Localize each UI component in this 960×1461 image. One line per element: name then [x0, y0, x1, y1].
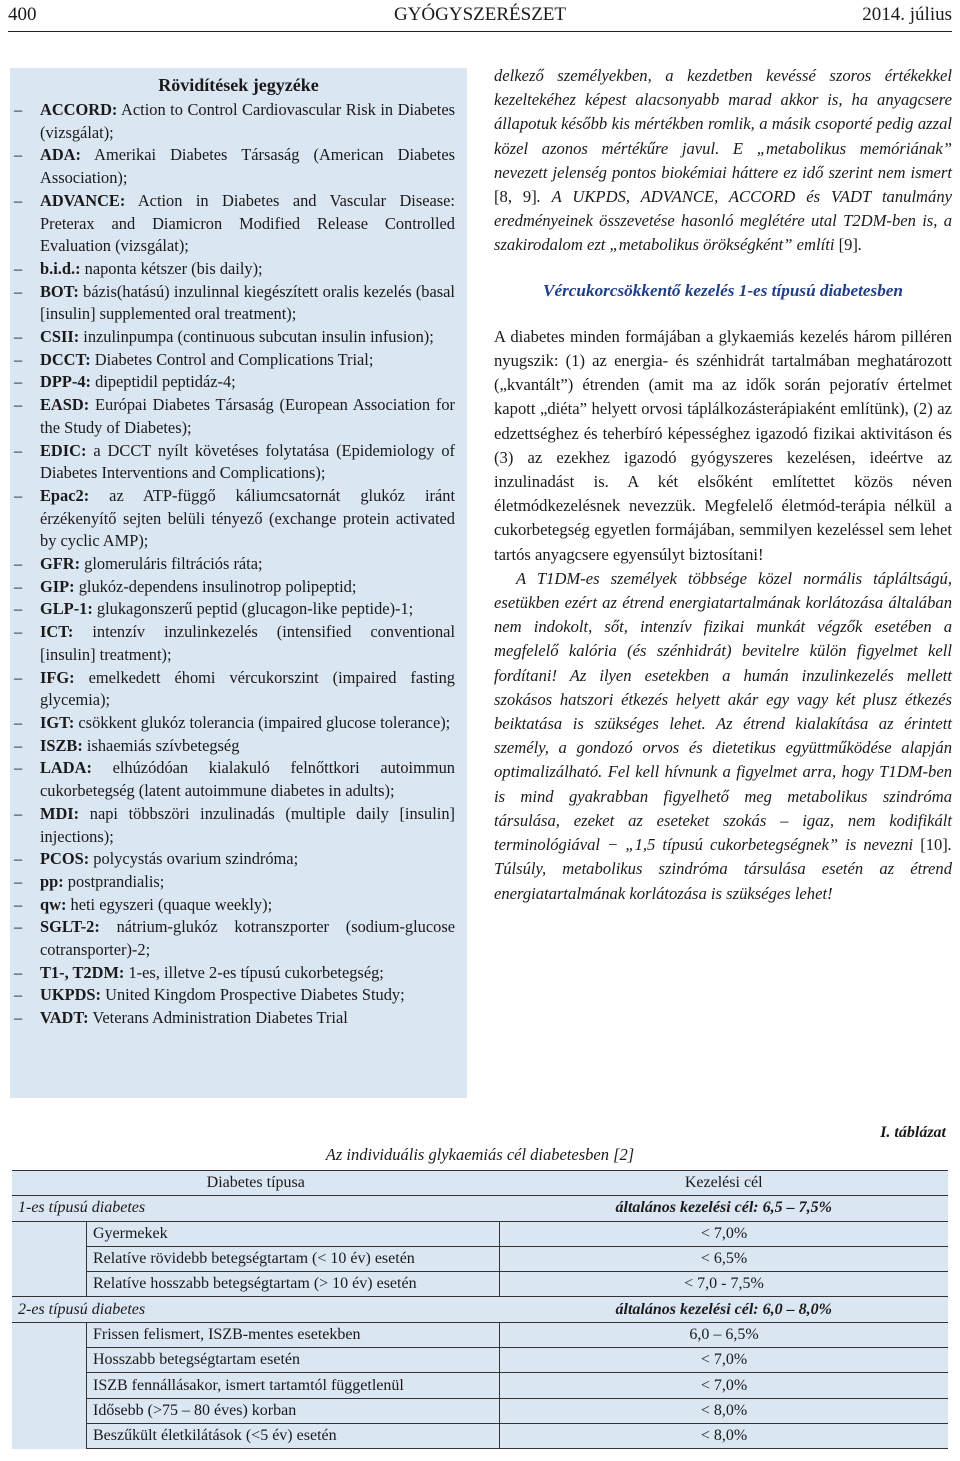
indent-cell: [12, 1423, 87, 1448]
target-cell: 6,0 – 6,5%: [500, 1322, 949, 1347]
abbreviation-term: EASD:: [40, 395, 90, 415]
indent-cell: [12, 1373, 87, 1398]
paragraph-pillars: A diabetes minden formájában a glykaemiás kezelés három pilléren nyugszik: (1) az energia- és szénhidrát tartalmában meghatározott („kvantált”) étrenden (amit ma az idők során pejoratív értelmet kapott „diéta” helyett orvosi táplálkozásterápiaként említünk), (2) az edzettséghez és teherbíró képességhez igazodó fizikai aktivitáson és (3) az ezekhez igazodó gyógyszeres kezelésen, ideértve az inzulinadást is. A két elsőként említettet közös néven életmódkezelésnek nevezzük. Megfelelő életmód-terápia nélkül a cukorbetegség egyetlen formájában, semmilyen kezeléssel sem lehet tartós anyagcsere egyensúlyt biztosítani!: [494, 326, 952, 564]
column-header-type: Diabetes típusa: [12, 1171, 500, 1196]
abbreviations-box: [10, 68, 467, 1098]
abbreviation-definition: Amerikai Diabetes Társaság (American Diabetes Association);: [40, 145, 455, 188]
issue-date: 2014. július: [862, 4, 952, 25]
text: A T1DM-es személyek többsége közel normális tápláltságú, esetükben ezért az étrend energiatartalmának korlátozása általában nem indokolt, sőt, intenzív fizikai munkát végzők esetében a megfelelő kalória (és szénhidrát) bevitelre külön figyelmet kell fordítani! Az ilyen esetekben a humán inzulinkezelés mellett szokásos hatszori étkezés helyett akár egy vagy két plusz étkezés beiktatása is szükséges lehet. Az étrend kialakítása az érintett személy, a gondozó orvos és dietetikus együttműködése alapján optimalizálható. Fel kell hívnunk a figyelmet arra, hogy T1DM-ben is mind gyakrabban figyelhető meg metabolikus szindróma társulása, ezeket az eseteket szokás – igaz, nem kodifikált terminológiával − „1,5 típusú cukorbetegségnek” is nevezni: [494, 568, 952, 855]
abbreviation-item: [40, 394, 455, 439]
diabetes-type: 2-es típusú diabetes: [12, 1297, 500, 1322]
abbreviation-term: EDIC:: [40, 440, 87, 460]
abbreviation-item: [40, 144, 455, 189]
abbreviation-term: DCCT:: [40, 349, 91, 369]
glycaemic-target-table: [12, 1170, 948, 1449]
abbreviation-definition: bázis(hatású) inzulinnal kiegészített oralis kezelés (basal [insulin] supplemented oral treatment);: [40, 281, 455, 324]
table-header-row: [12, 1171, 948, 1196]
abbreviation-definition: inzulinpumpa (continuous subcutan insulin infusion);: [79, 327, 434, 347]
abbreviation-item: [40, 190, 455, 258]
abbreviation-item: [40, 803, 455, 848]
indent-cell: [12, 1398, 87, 1423]
abbreviation-term: b.i.d.:: [40, 258, 81, 278]
abbreviation-term: MDI:: [40, 803, 80, 823]
abbreviation-item: [40, 553, 455, 576]
abbreviation-item: [40, 576, 455, 599]
table-row: [12, 1246, 948, 1271]
abbreviation-term: Epac2:: [40, 485, 90, 505]
abbreviation-definition: Európai Diabetes Társaság (European Association for the Study of Diabetes);: [40, 395, 455, 437]
abbreviation-definition: heti egyszeri (quaque weekly);: [66, 894, 273, 914]
abbreviation-term: ADA:: [40, 145, 81, 165]
abbreviation-item: [40, 984, 455, 1007]
table-row: [12, 1423, 948, 1448]
abbreviation-item: [40, 1007, 455, 1030]
abbreviation-term: GLP-1:: [40, 599, 93, 619]
condition-cell: Hosszabb betegségtartam esetén: [87, 1348, 500, 1373]
abbreviation-item: [40, 371, 455, 394]
abbreviation-item: [40, 440, 455, 485]
abbreviation-term: PCOS:: [40, 849, 90, 869]
text: . Túlsúly, metabolikus szindróma társulása esetén az étrend energiatartalmának korlátozása is szükséges lehet!: [494, 835, 952, 903]
condition-cell: ISZB fennállásakor, ismert tartamtól függetlenül: [87, 1373, 500, 1398]
abbreviation-definition: glukóz-dependens insulinotrop polipeptid;: [74, 576, 357, 596]
general-goal: általános kezelési cél: 6,5 – 7,5%: [500, 1196, 949, 1221]
abbreviation-term: LADA:: [40, 758, 92, 778]
abbreviation-item: [40, 757, 455, 802]
condition-cell: Beszűkült életkilátások (<5 év) esetén: [87, 1423, 500, 1448]
abbreviation-term: CSII:: [40, 327, 80, 347]
table-label: I. táblázat: [880, 1124, 946, 1141]
condition-cell: Idősebb (>75 – 80 éves) korban: [87, 1398, 500, 1423]
abbreviation-item: [40, 848, 455, 871]
abbreviation-term: BOT:: [40, 281, 79, 301]
condition-cell: Relatíve hosszabb betegségtartam (> 10 év) esetén: [87, 1272, 500, 1297]
abbreviation-definition: Action to Control Cardiovascular Risk in Diabetes (vizsgálat);: [40, 100, 455, 142]
abbreviation-item: [40, 485, 455, 553]
abbreviation-definition: a DCCT nyílt követéses folytatása (Epidemiology of Diabetes Interventions and Complications);: [40, 440, 455, 483]
diabetes-type: 1-es típusú diabetes: [12, 1196, 500, 1221]
abbreviation-term: ADVANCE:: [40, 190, 126, 210]
abbreviation-definition: az ATP-függő káliumcsatornát glukóz iránt érzékenyítő sejten belüli tényező (exchange protein activated by cyclic AMP);: [40, 485, 455, 551]
citation[interactable]: [9]: [838, 235, 858, 255]
text: .: [857, 235, 863, 255]
abbreviation-term: SGLT-2:: [40, 917, 100, 937]
abbreviation-term: ICT:: [40, 622, 74, 642]
page-number: 400: [8, 4, 37, 25]
abbreviation-definition: polycystás ovarium szindróma;: [89, 849, 299, 869]
abbreviation-item: [40, 99, 455, 144]
target-cell: < 8,0%: [500, 1423, 949, 1448]
abbreviation-term: ACCORD:: [40, 100, 118, 119]
page-header: [8, 0, 952, 30]
abbreviation-definition: ishaemiás szívbetegség: [82, 735, 240, 755]
target-cell: < 7,0 - 7,5%: [500, 1272, 949, 1297]
abbreviation-definition: glukagonszerű peptid (glucagon-like peptide)-1;: [92, 599, 414, 619]
abbreviation-term: pp:: [40, 871, 64, 891]
abbreviation-term: GIP:: [40, 576, 75, 596]
abbreviation-definition: emelkedett éhomi vércukorszint (impaired fasting glycemia);: [40, 667, 455, 710]
table-group-row: [12, 1196, 948, 1221]
abbreviation-item: [40, 894, 455, 917]
table-row: [12, 1398, 948, 1423]
indent-cell: [12, 1246, 87, 1271]
abbreviation-item: [40, 621, 455, 666]
condition-cell: Gyermekek: [87, 1221, 500, 1246]
abbreviation-definition: glomeruláris filtrációs ráta;: [80, 554, 263, 574]
table-row: [12, 1272, 948, 1297]
target-cell: < 7,0%: [500, 1348, 949, 1373]
table-row: [12, 1348, 948, 1373]
abbreviation-definition: dipeptidil peptidáz-4;: [90, 372, 236, 392]
table-group-row: [12, 1297, 948, 1322]
abbreviation-definition: csökkent glukóz tolerancia (impaired glucose tolerance);: [74, 712, 451, 732]
abbreviation-definition: 1-es, illetve 2-es típusú cukorbetegség;: [124, 962, 384, 982]
abbreviation-term: VADT:: [40, 1008, 89, 1028]
abbreviation-item: [40, 735, 455, 758]
paragraph-t1dm: [494, 567, 952, 906]
abbreviation-item: [40, 598, 455, 621]
abbreviation-term: T1-, T2DM:: [40, 962, 125, 982]
abbreviation-item: [40, 667, 455, 712]
abbreviation-definition: nátrium-glukóz kotranszporter (sodium-glucose cotransporter)-2;: [40, 917, 455, 960]
header-rule: [8, 31, 952, 32]
abbreviation-term: DPP-4:: [40, 372, 91, 392]
citation[interactable]: [10]: [920, 835, 948, 855]
table-row: [12, 1322, 948, 1347]
target-cell: < 6,5%: [500, 1246, 949, 1271]
abbreviation-item: [40, 871, 455, 894]
abbreviation-term: qw:: [40, 894, 67, 914]
target-cell: < 7,0%: [500, 1373, 949, 1398]
abbreviation-term: GFR:: [40, 554, 81, 574]
section-heading: Vércukorcsökkentő kezelés 1-es típusú diabetesben: [543, 280, 903, 300]
abbreviation-item: [40, 916, 455, 961]
text: delkező személyekben, a kezdetben kevéssé szoros értékekkel kezeltekéhez képest alacsonyabb marad akkor is, ha anyagcsere állapotuk később kis mértékben romlik, a másik csoporté pedig azzal közel azonos mértékűre javul. E „metabolikus memóriának” nevezett jelenség pontos biokémiai háttere ez idő szerint nem ismert: [494, 66, 952, 182]
column-header-goal: Kezelési cél: [500, 1171, 949, 1196]
citation[interactable]: [8, 9]: [494, 187, 537, 207]
abbreviation-definition: Action in Diabetes and Vascular Disease: Preterax and Diamicron Modified Release Controlled Evaluation (vizsgálat);: [40, 190, 455, 256]
abbreviation-definition: postprandialis;: [63, 871, 165, 891]
abbreviations-title: Rövidítések jegyzéke: [158, 75, 319, 95]
abbreviation-item: [40, 258, 455, 281]
abbreviation-term: IGT:: [40, 712, 75, 732]
indent-cell: [12, 1272, 87, 1297]
paragraph-metabolic-memory: [494, 64, 952, 258]
table-caption: Az individuális glykaemiás cél diabetesben [2]: [325, 1145, 635, 1164]
indent-cell: [12, 1348, 87, 1373]
abbreviation-item: [40, 962, 455, 985]
abbreviation-item: [40, 349, 455, 372]
abbreviation-item: [40, 712, 455, 735]
article-text: [494, 64, 952, 906]
table-row: [12, 1373, 948, 1398]
abbreviation-term: UKPDS:: [40, 985, 102, 1005]
abbreviation-definition: naponta kétszer (bis daily);: [80, 258, 263, 278]
condition-cell: Relatíve rövidebb betegségtartam (< 10 év) esetén: [87, 1246, 500, 1271]
target-cell: < 8,0%: [500, 1398, 949, 1423]
abbreviation-term: ISZB:: [40, 735, 83, 755]
abbreviation-item: [40, 326, 455, 349]
target-cell: < 7,0%: [500, 1221, 949, 1246]
general-goal: általános kezelési cél: 6,0 – 8,0%: [500, 1297, 949, 1322]
abbreviation-definition: napi többszöri inzulinadás (multiple daily [insulin] injections);: [40, 803, 455, 846]
abbreviation-definition: Diabetes Control and Complications Trial;: [90, 349, 374, 369]
condition-cell: Frissen felismert, ISZB-mentes esetekben: [87, 1322, 500, 1347]
abbreviation-definition: intenzív inzulinkezelés (intensified conventional [insulin] treatment);: [40, 622, 455, 664]
abbreviation-definition: Veterans Administration Diabetes Trial: [88, 1008, 348, 1028]
text: . A UKPDS, ADVANCE, ACCORD és VADT tanulmány eredményeinek összevetése hasonló meglétére utal T2DM-ben is, a szakirodalom ezt „metabolikus örökségként” említi: [494, 187, 952, 255]
abbreviations-list: [10, 99, 467, 1030]
indent-cell: [12, 1322, 87, 1347]
abbreviation-item: [40, 281, 455, 326]
table-row: [12, 1221, 948, 1246]
abbreviation-definition: United Kingdom Prospective Diabetes Study;: [101, 985, 405, 1005]
abbreviation-definition: elhúzódóan kialakuló felnőttkori autoimmun cukorbetegség (latent autoimmune diabetes in adults);: [40, 758, 455, 801]
abbreviation-term: IFG:: [40, 667, 75, 687]
indent-cell: [12, 1221, 87, 1246]
journal-title: GYÓGYSZERÉSZET: [393, 4, 567, 25]
